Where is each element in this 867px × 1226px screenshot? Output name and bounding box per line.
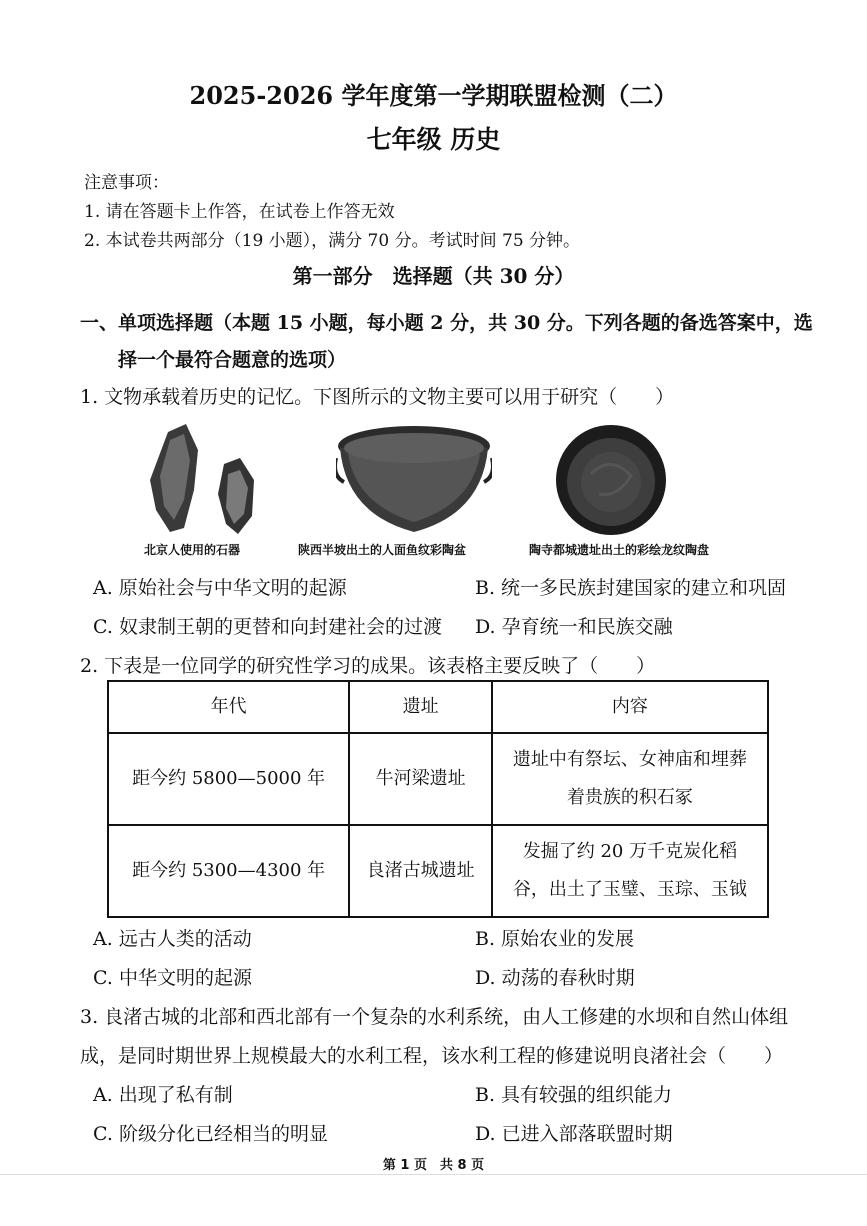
cell-content	[492, 825, 768, 917]
cell-era: 距今约 5800—5000 年	[108, 733, 349, 825]
exam-title: 2025-2026 学年度第一学期联盟检测（二）	[189, 81, 678, 110]
q1-option-b[interactable]: B. 统一多民族封建国家的建立和巩固	[475, 577, 787, 599]
q3-option-c[interactable]: C. 阶级分化已经相当的明显	[93, 1123, 328, 1145]
caption-stone-tools: 北京人使用的石器	[144, 543, 241, 557]
q3-option-d[interactable]: D. 已进入部落联盟时期	[475, 1123, 673, 1145]
painted-basin-image	[336, 424, 492, 536]
q1-option-d[interactable]: D. 孕育统一和民族交融	[475, 616, 673, 638]
q2-option-a[interactable]: A. 远古人类的活动	[93, 928, 252, 950]
research-table	[107, 680, 769, 918]
q2-option-d[interactable]: D. 动荡的春秋时期	[475, 967, 635, 989]
dragon-plate-image	[555, 424, 667, 536]
cell-content-line: 谷，出土了玉璧、玉琮、玉钺	[512, 879, 747, 900]
table-header-row	[108, 681, 768, 733]
q2-option-c[interactable]: C. 中华文明的起源	[93, 967, 252, 989]
cell-content-line: 遗址中有祭坛、女神庙和埋葬	[512, 749, 747, 770]
page-number: 第 1 页 共 8 页	[382, 1158, 485, 1173]
footer-divider	[0, 1174, 867, 1175]
section-heading-line2: 择一个最符合题意的选项）	[118, 349, 347, 371]
part1-title: 第一部分 选择题（共 30 分）	[292, 264, 575, 288]
q2-option-b[interactable]: B. 原始农业的发展	[475, 928, 635, 950]
notice-item-1: 1. 请在答题卡上作答，在试卷上作答无效	[84, 202, 395, 222]
question-3-stem-line1: 3. 良渚古城的北部和西北部有一个复杂的水利系统，由人工修建的水坝和自然山体组	[80, 1006, 789, 1028]
caption-dragon-plate: 陶寺都城遗址出土的彩绘龙纹陶盘	[529, 543, 710, 557]
cell-era: 距今约 5300—4300 年	[108, 825, 349, 917]
cell-site: 良渚古城遗址	[349, 825, 492, 917]
notice-label: 注意事项：	[84, 173, 169, 193]
table-row	[108, 733, 768, 825]
exam-subtitle: 七年级 历史	[366, 125, 501, 154]
q3-option-b[interactable]: B. 具有较强的组织能力	[475, 1084, 673, 1106]
stone-tools-image	[140, 420, 270, 538]
cell-content-line: 发掘了约 20 万千克炭化稻	[522, 841, 738, 862]
q1-option-c[interactable]: C. 奴隶制王朝的更替和向封建社会的过渡	[93, 616, 442, 638]
q3-option-a[interactable]: A. 出现了私有制	[93, 1084, 233, 1106]
table-row	[108, 825, 768, 917]
header-content: 内容	[492, 681, 768, 733]
header-site: 遗址	[349, 681, 492, 733]
section-heading-line1: 一、单项选择题（本题 15 小题，每小题 2 分，共 30 分。下列各题的备选答案中，选	[80, 312, 813, 334]
q1-option-a[interactable]: A. 原始社会与中华文明的起源	[93, 577, 347, 599]
question-3-stem-line2: 成，是同时期世界上规模最大的水利工程，该水利工程的修建说明良渚社会（ ）	[80, 1045, 784, 1067]
question-2-stem: 2. 下表是一位同学的研究性学习的成果。该表格主要反映了（ ）	[80, 655, 656, 677]
cell-site: 牛河梁遗址	[349, 733, 492, 825]
caption-painted-basin: 陕西半坡出土的人面鱼纹彩陶盆	[298, 543, 467, 557]
notice-item-2: 2. 本试卷共两部分（19 小题），满分 70 分。考试时间 75 分钟。	[84, 231, 581, 251]
header-era: 年代	[108, 681, 349, 733]
question-1-stem: 1. 文物承载着历史的记忆。下图所示的文物主要可以用于研究（ ）	[80, 386, 675, 408]
cell-content-line: 着贵族的积石冢	[566, 787, 693, 808]
cell-content	[492, 733, 768, 825]
